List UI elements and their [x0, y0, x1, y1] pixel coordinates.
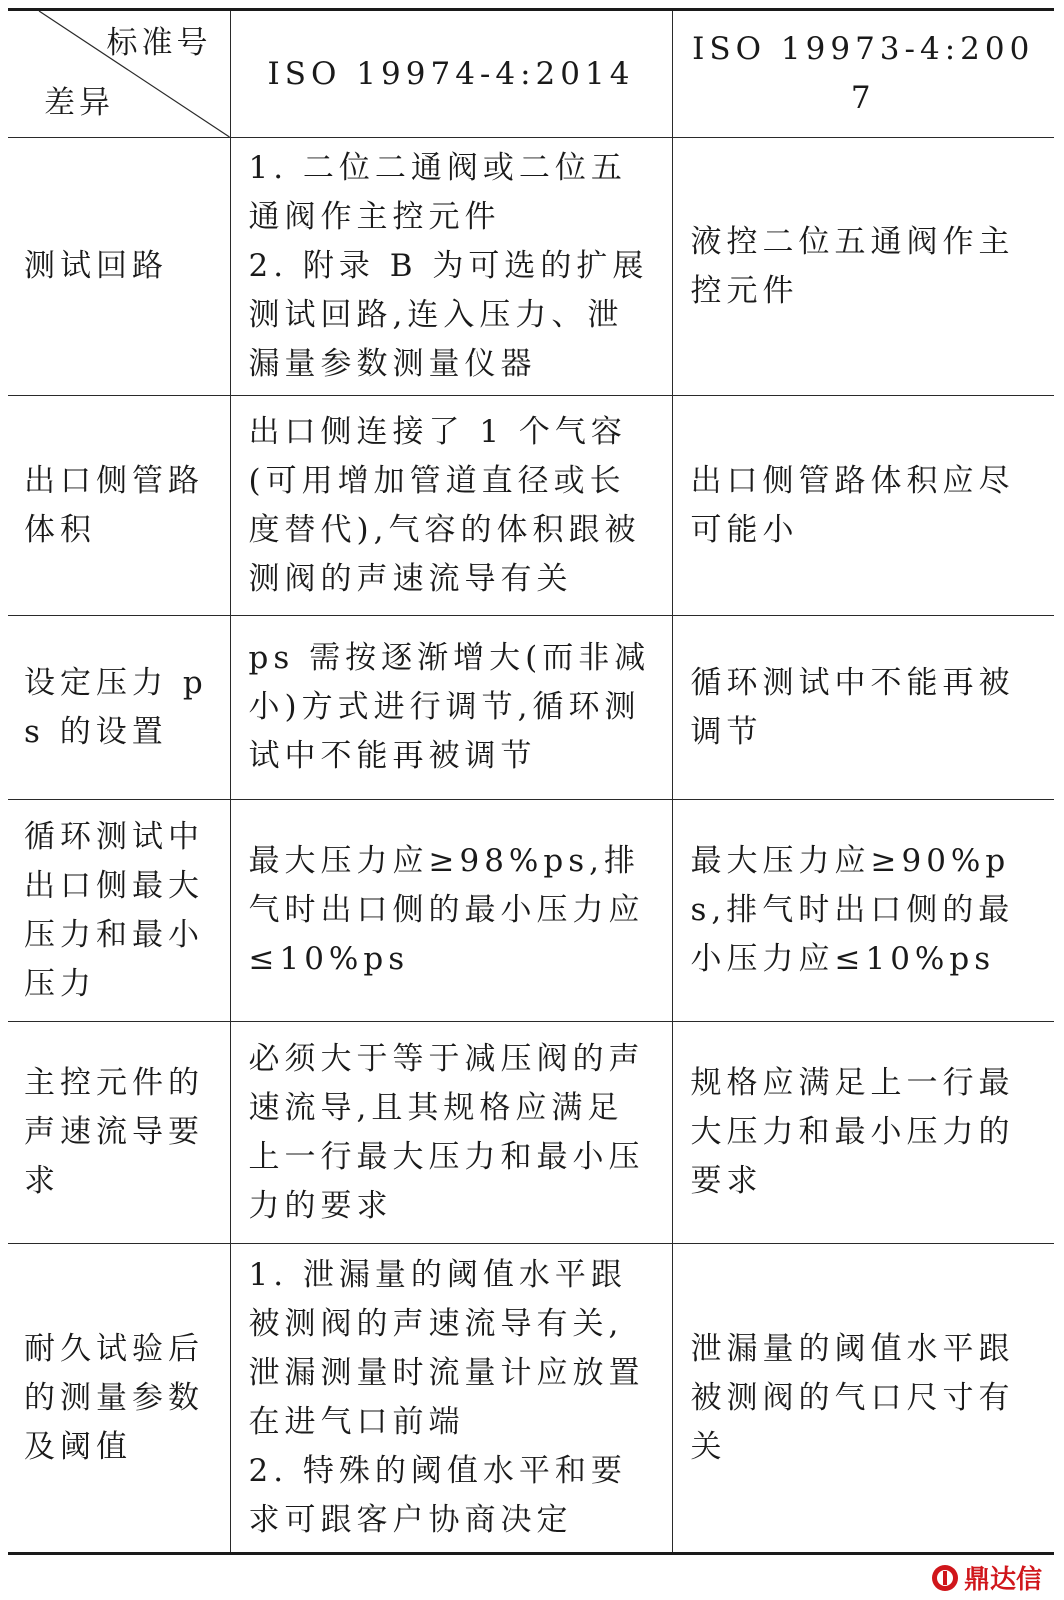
header-corner-cell	[8, 10, 230, 138]
table-row	[8, 616, 1054, 800]
row-col1	[230, 396, 672, 616]
header-row	[8, 10, 1054, 138]
table-row	[8, 1022, 1054, 1244]
cell-line: 泄漏量的阈值水平跟被测阀的气口尺寸有关	[690, 1330, 1015, 1465]
table-row	[8, 800, 1054, 1022]
row-label: 循环测试中出口侧最大压力和最小压力	[8, 800, 230, 1022]
watermark	[930, 1559, 1042, 1596]
cell-line: 必须大于等于减压阀的声速流导,且其规格应满足上一行最大压力和最小压力的要求	[248, 1040, 645, 1224]
row-col1	[230, 800, 672, 1022]
row-label: 测试回路	[8, 138, 230, 396]
cell-line: 循环测试中不能再被调节	[690, 664, 1015, 750]
cell-line: 规格应满足上一行最大压力和最小压力的要求	[690, 1065, 1015, 1199]
row-col2	[672, 1022, 1054, 1244]
cell-line: 1. 泄漏量的阈值水平跟被测阀的声速流导有关,泄漏测量时流量计应放置在进气口前端	[248, 1257, 645, 1440]
brand-logo-icon	[930, 1563, 960, 1593]
corner-bottom-label: 差异	[44, 85, 114, 121]
watermark-text: 鼎达信	[963, 1565, 1042, 1595]
row-col1	[230, 1022, 672, 1244]
cell-line: 出口侧连接了 1 个气容(可用增加管道直径或长度替代),气容的体积跟被测阀的声速流导有关	[248, 413, 641, 597]
row-label: 主控元件的声速流导要求	[8, 1022, 230, 1244]
row-col2	[672, 800, 1054, 1022]
cell-line: 最大压力应≥90%ps,排气时出口侧的最小压力应≤10%ps	[690, 843, 1015, 977]
row-col1	[230, 138, 672, 396]
table-row	[8, 1244, 1054, 1554]
row-col2	[672, 138, 1054, 396]
table-row	[8, 396, 1054, 616]
table-row	[8, 138, 1054, 396]
row-col2	[672, 396, 1054, 616]
row-label: 出口侧管路体积	[8, 396, 230, 616]
cell-line: 最大压力应≥98%ps,排气时出口侧的最小压力应≤10%ps	[248, 843, 645, 977]
cell-line: ps 需按逐渐增大(而非减小)方式进行调节,循环测试中不能再被调节	[248, 640, 651, 774]
cell-line: 液控二位五通阀作主控元件	[690, 223, 1015, 309]
row-col2	[672, 1244, 1054, 1554]
comparison-table	[8, 8, 1054, 1555]
cell-line: 2. 附录 B 为可选的扩展测试回路,连入压力、泄漏量参数测量仪器	[248, 248, 649, 382]
row-col1	[230, 1244, 672, 1554]
cell-line: 1. 二位二通阀或二位五通阀作主控元件	[248, 150, 627, 235]
header-col2: ISO 19973-4:2007	[672, 10, 1054, 138]
corner-top-label: 标准号	[106, 25, 212, 61]
cell-line: 2. 特殊的阈值水平和要求可跟客户协商决定	[248, 1453, 627, 1538]
row-col2	[672, 616, 1054, 800]
cell-line: 出口侧管路体积应尽可能小	[690, 462, 1015, 548]
row-col1	[230, 616, 672, 800]
row-label: 设定压力 ps 的设置	[8, 616, 230, 800]
row-label: 耐久试验后的测量参数及阈值	[8, 1244, 230, 1554]
header-col1: ISO 19974-4:2014	[230, 10, 672, 138]
